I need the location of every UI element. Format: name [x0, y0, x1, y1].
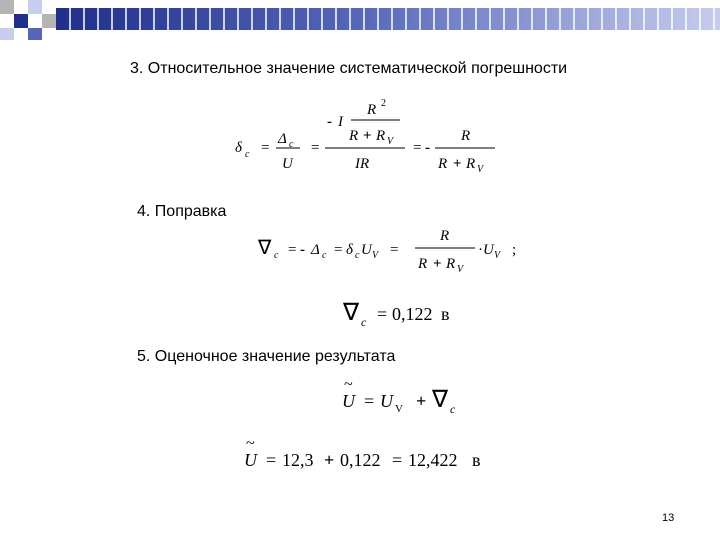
R-symbol: R [438, 156, 448, 172]
Delta-symbol: Δ [278, 131, 287, 147]
minus-sign: - [327, 114, 332, 130]
subscript-c: c [245, 149, 250, 160]
deco-square-grey-1 [0, 0, 14, 14]
equals-sign: = [288, 242, 297, 258]
delta-symbol: δ [235, 140, 242, 156]
R-symbol: R [418, 256, 428, 272]
result-value: 12,422 [408, 450, 458, 470]
deco-square-blue-dark [14, 14, 28, 28]
header-decoration [0, 0, 720, 40]
unit-volt: в [441, 304, 450, 324]
section-5-heading: 5. Оценочное значение результата [137, 348, 396, 365]
subscript-c: c [361, 315, 367, 329]
deco-square-blue-mid [28, 28, 42, 40]
subscript-V: V [494, 250, 501, 261]
dot-operator: · [478, 242, 483, 258]
equals-sign: = [377, 304, 388, 324]
equals-sign: = [266, 450, 277, 470]
plus-sign: + [433, 256, 442, 272]
plus-sign: + [453, 156, 462, 172]
equals-sign: = [261, 140, 270, 156]
I-symbol: I [338, 114, 343, 130]
measured-value: 12,3 [282, 450, 314, 470]
equals-sign: = [413, 140, 422, 156]
R-symbol: R [349, 128, 359, 144]
subscript-c: c [322, 250, 327, 261]
subscript-V: V [477, 164, 484, 175]
correction-value-formula [335, 290, 495, 334]
estimate-formula [330, 375, 490, 419]
nabla-symbol: ∇ [432, 387, 449, 413]
section-3-heading: 3. Относительное значение систематической погрешности [130, 60, 568, 77]
equals-sign: = [390, 242, 399, 258]
R-symbol: R [440, 228, 450, 244]
U-symbol: U [361, 242, 372, 258]
Delta-symbol: Δ [311, 242, 320, 258]
subscript-c: c [274, 250, 279, 261]
page-number: 13 [662, 512, 675, 524]
relative-error-formula [225, 88, 525, 180]
equals-sign: = [311, 140, 320, 156]
U-symbol: U [282, 156, 293, 172]
subscript-V: V [372, 250, 379, 261]
subscript-V: V [387, 136, 394, 147]
equals-sign: = [334, 242, 343, 258]
IR-symbol: IR [355, 156, 370, 172]
correction-value: 0,122 [340, 450, 381, 470]
R-symbol: R [461, 128, 471, 144]
RV-symbol: R [466, 156, 476, 172]
nabla-symbol: ∇ [343, 300, 360, 326]
nabla-symbol: ∇ [258, 237, 272, 259]
plus-sign: + [363, 128, 372, 144]
R-symbol: R [367, 102, 377, 118]
RV-symbol: R [446, 256, 456, 272]
RV-symbol: R [376, 128, 386, 144]
subscript-c: c [355, 250, 360, 261]
equals-sign: = [392, 450, 403, 470]
semicolon: ; [512, 242, 517, 258]
U-symbol: U [483, 242, 494, 258]
correction-value: 0,122 [392, 304, 433, 324]
section-4-heading: 4. Поправка [137, 203, 227, 220]
subscript-c: c [450, 402, 456, 416]
tilde-mark: ~ [344, 376, 353, 393]
superscript-2: 2 [381, 98, 386, 109]
plus-sign: + [324, 450, 335, 470]
delta-symbol: δ [346, 242, 353, 258]
deco-square-light-2 [0, 28, 14, 40]
subscript-c: c [289, 139, 294, 150]
minus-sign: - [300, 242, 305, 258]
tilde-mark: ~ [246, 435, 255, 452]
equals-sign: = [364, 391, 375, 411]
result-formula [232, 434, 522, 478]
unit-volt: в [472, 450, 481, 470]
subscript-V: V [395, 403, 403, 415]
plus-sign: + [416, 391, 427, 411]
correction-formula [250, 222, 540, 284]
header-gradient-band [56, 8, 720, 30]
subscript-V: V [457, 264, 464, 275]
minus-sign: - [425, 140, 430, 156]
deco-square-light-1 [28, 0, 42, 14]
U-symbol: U [380, 391, 393, 411]
U-tilde-symbol: U [244, 450, 257, 470]
deco-square-grey-2 [42, 14, 56, 28]
U-tilde-symbol: U [342, 391, 355, 411]
